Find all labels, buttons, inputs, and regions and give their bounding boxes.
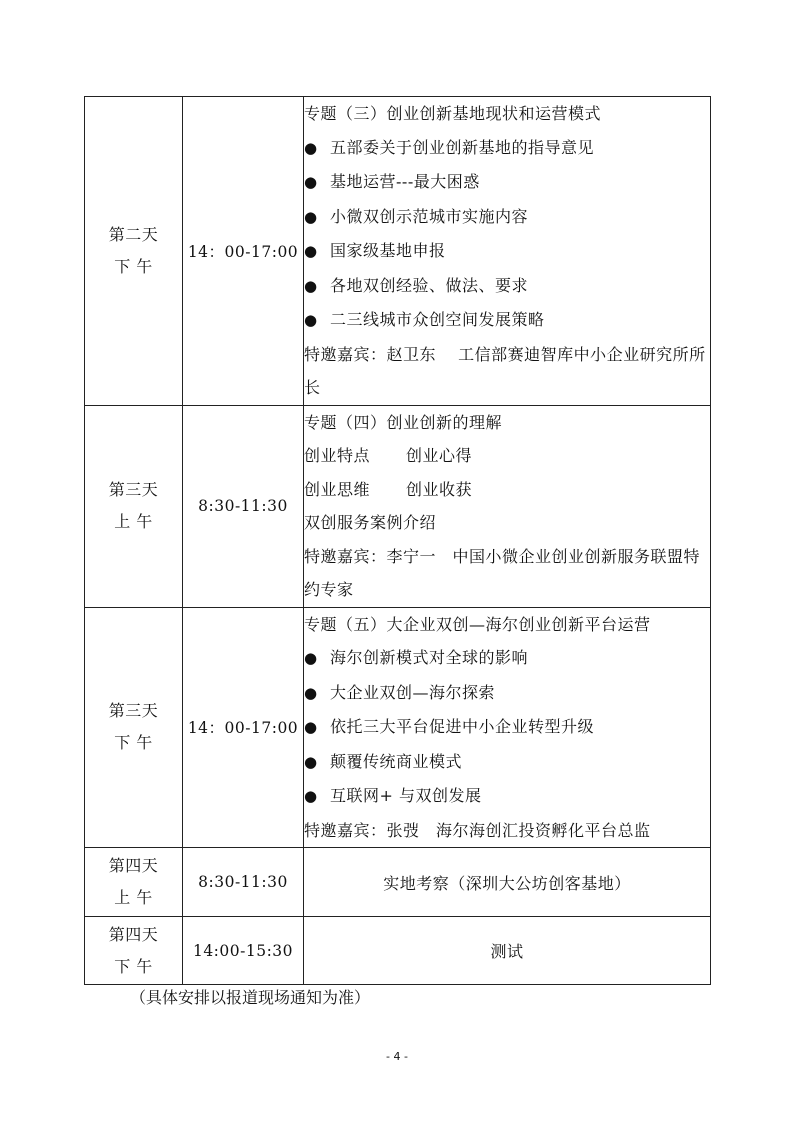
schedule-note: （具体安排以报道现场通知为准） xyxy=(130,988,371,1007)
page-number: - 4 - xyxy=(386,1050,408,1063)
content-cell xyxy=(304,97,711,406)
content-cell: 实地考察（深圳大公坊创客基地） xyxy=(304,848,711,917)
period-label: 上 午 xyxy=(114,888,153,907)
schedule-table xyxy=(84,96,711,985)
period-label: 下 午 xyxy=(114,956,153,976)
list-item: ● 依托三大平台促进中小企业转型升级 xyxy=(304,710,710,745)
list-item xyxy=(304,473,710,507)
pair-left: 创业思维 xyxy=(304,479,371,499)
list-item: ● 海尔创新模式对全球的影响 xyxy=(304,641,710,676)
table-row xyxy=(85,917,711,985)
pair-right: 创业收获 xyxy=(406,479,473,499)
topic-title: 专题（四）创业创新的理解 xyxy=(304,412,503,432)
list-item: 双创服务案例介绍 xyxy=(304,513,437,532)
content-cell: 测试 xyxy=(304,917,711,985)
topic-title: 专题（五）大企业双创—海尔创业创新平台运营 xyxy=(304,614,651,634)
guest-info: 特邀嘉宾：赵卫东 工信部赛迪智库中小企业研究所所长 xyxy=(304,344,706,397)
list-item: ● 颠覆传统商业模式 xyxy=(304,745,710,780)
list-item: ● 五部委关于创业创新基地的指导意见 xyxy=(304,131,710,166)
period-label: 下 午 xyxy=(114,733,153,753)
content-cell xyxy=(304,405,711,607)
list-item: ● 各地双创经验、做法、要求 xyxy=(304,269,710,304)
time-cell: 14：00-17:00 xyxy=(183,607,304,848)
day-cell xyxy=(85,917,183,985)
list-item xyxy=(304,439,710,473)
day-cell xyxy=(85,848,183,917)
list-item: ● 大企业双创—海尔探索 xyxy=(304,676,710,711)
table-row xyxy=(85,97,711,406)
list-item: ● 国家级基地申报 xyxy=(304,234,710,269)
day-label: 第二天 xyxy=(108,224,159,244)
time-cell: 14：00-17:00 xyxy=(183,97,304,406)
day-cell xyxy=(85,405,183,607)
list-item: ● 基地运营---最大困惑 xyxy=(304,165,710,200)
time-cell: 8:30-11:30 xyxy=(183,848,304,917)
time-cell: 14:00-15:30 xyxy=(183,917,304,985)
pair-left: 创业特点 xyxy=(304,446,371,465)
day-label: 第四天 xyxy=(108,924,159,944)
period-label: 上 午 xyxy=(114,512,153,531)
day-label: 第三天 xyxy=(108,701,159,721)
content-cell xyxy=(304,607,711,848)
table-row xyxy=(85,848,711,917)
table-row xyxy=(85,607,711,848)
day-cell xyxy=(85,607,183,848)
pair-right: 创业心得 xyxy=(406,446,473,465)
day-cell xyxy=(85,97,183,406)
day-label: 第三天 xyxy=(108,480,159,499)
table-row xyxy=(85,405,711,607)
list-item: ● 小微双创示范城市实施内容 xyxy=(304,200,710,235)
period-label: 下 午 xyxy=(114,256,153,276)
day-label: 第四天 xyxy=(108,856,159,875)
time-cell: 8:30-11:30 xyxy=(183,405,304,607)
guest-info: 特邀嘉宾：张弢 海尔海创汇投资孵化平台总监 xyxy=(304,820,651,840)
guest-info: 特邀嘉宾：李宁一 中国小微企业创业创新服务联盟特约专家 xyxy=(304,546,701,599)
list-item: ● 二三线城市众创空间发展策略 xyxy=(304,303,710,338)
list-item: ● 互联网+ 与双创发展 xyxy=(304,779,710,814)
topic-title: 专题（三）创业创新基地现状和运营模式 xyxy=(304,104,602,123)
